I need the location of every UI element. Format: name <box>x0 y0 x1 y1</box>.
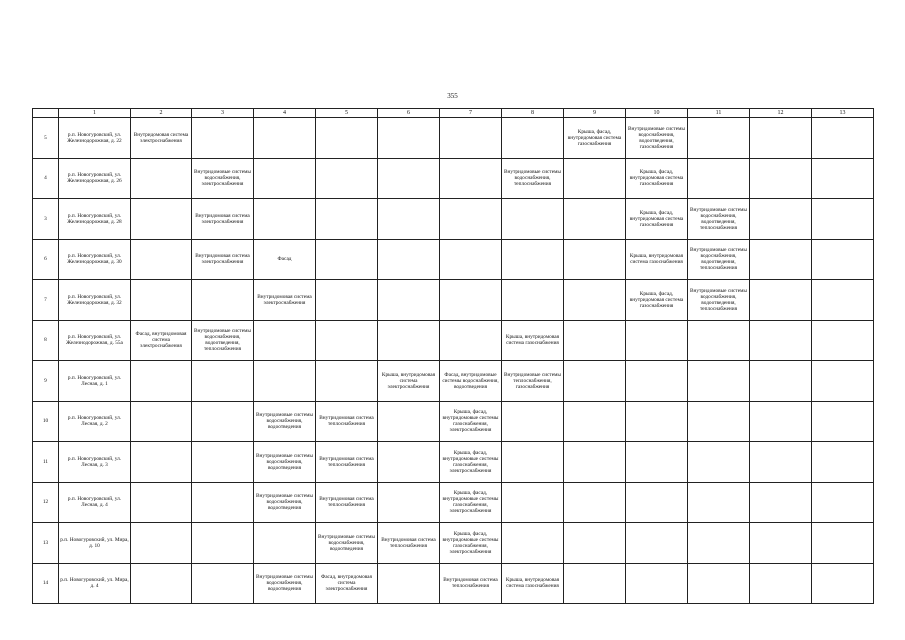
table-row <box>33 199 874 240</box>
work-type-cell: Крыша, фасад, внутридомовая система газоснабжения <box>564 118 626 159</box>
work-type-cell <box>564 239 626 280</box>
table-row <box>33 523 874 564</box>
work-type-cell <box>192 280 254 321</box>
work-type-cell <box>750 523 812 564</box>
work-type-cell: Внутридомовая система электроснабжения <box>192 199 254 240</box>
work-type-cell <box>564 280 626 321</box>
header-cell: 3 <box>192 109 254 118</box>
row-number-cell: 5 <box>33 118 59 159</box>
work-type-cell <box>812 320 874 361</box>
header-cell: 1 <box>59 109 131 118</box>
work-type-cell <box>812 442 874 483</box>
work-type-cell <box>564 401 626 442</box>
work-type-cell <box>440 158 502 199</box>
header-cell: 9 <box>564 109 626 118</box>
table-row <box>33 158 874 199</box>
work-type-cell <box>192 523 254 564</box>
work-type-cell <box>316 158 378 199</box>
row-number-cell: 4 <box>33 158 59 199</box>
address-cell: р.п. Новогуровский, ул. Мира, д. 4 <box>59 563 131 604</box>
header-cell: 13 <box>812 109 874 118</box>
address-cell: р.п. Новогуровский, ул. Лесная, д. 3 <box>59 442 131 483</box>
work-type-cell <box>316 118 378 159</box>
work-type-cell <box>750 280 812 321</box>
work-type-cell <box>192 361 254 402</box>
address-cell: р.п. Новогуровский, ул. Лесная, д. 1 <box>59 361 131 402</box>
table-row <box>33 401 874 442</box>
row-number-cell: 9 <box>33 361 59 402</box>
work-type-cell <box>812 239 874 280</box>
work-type-cell <box>688 158 750 199</box>
work-type-cell <box>316 239 378 280</box>
work-type-cell: Крыша, фасад, внутридомовые системы газоснабжения, электроснабжения <box>440 482 502 523</box>
work-type-cell: Внутридомовые системы водоснабжения, теплоснабжения <box>502 158 564 199</box>
work-type-cell <box>254 118 316 159</box>
header-cell: 6 <box>378 109 440 118</box>
work-type-cell <box>440 280 502 321</box>
work-type-cell: Внутридомовые системы водоснабжения, водоотведения, теплоснабжения <box>688 199 750 240</box>
work-type-cell: Внутридомовые системы теплоснабжения, газоснабжения <box>502 361 564 402</box>
work-type-cell <box>131 239 192 280</box>
work-type-cell <box>626 361 688 402</box>
work-type-cell <box>688 118 750 159</box>
work-type-cell <box>254 320 316 361</box>
work-type-cell <box>316 361 378 402</box>
work-type-cell <box>750 442 812 483</box>
work-type-cell <box>564 482 626 523</box>
header-cell: 10 <box>626 109 688 118</box>
table-row <box>33 482 874 523</box>
address-cell: р.п. Новогуровский, ул. Железнодорожная, д. 28 <box>59 199 131 240</box>
work-type-cell <box>378 442 440 483</box>
address-cell: р.п. Новогуровский, ул. Железнодорожная, д. 30 <box>59 239 131 280</box>
work-type-cell <box>564 158 626 199</box>
work-type-cell <box>192 442 254 483</box>
header-cell: 12 <box>750 109 812 118</box>
work-type-cell <box>316 199 378 240</box>
header-cell-blank <box>33 109 59 118</box>
work-type-cell <box>378 158 440 199</box>
page-number: 355 <box>447 92 458 100</box>
work-type-cell <box>688 361 750 402</box>
work-type-cell <box>192 563 254 604</box>
work-type-cell: Крыша, фасад, внутридомовые системы газоснабжения, электроснабжения <box>440 523 502 564</box>
table-body <box>33 118 874 604</box>
header-cell: 11 <box>688 109 750 118</box>
table-row <box>33 361 874 402</box>
work-type-cell: Внутридомовые системы водоснабжения, водоотведения <box>254 563 316 604</box>
work-type-cell <box>254 523 316 564</box>
table-row <box>33 239 874 280</box>
work-type-cell <box>812 199 874 240</box>
table-row <box>33 320 874 361</box>
work-type-cell <box>502 523 564 564</box>
work-type-cell <box>502 482 564 523</box>
work-type-cell <box>626 401 688 442</box>
address-cell: р.п. Новогуровский, ул. Железнодорожная, д. 55а <box>59 320 131 361</box>
table-row <box>33 442 874 483</box>
work-type-cell <box>378 482 440 523</box>
work-type-cell: Фасад, внутридомовая система электроснабжения <box>131 320 192 361</box>
header-cell: 2 <box>131 109 192 118</box>
work-type-cell: Фасад <box>254 239 316 280</box>
work-type-cell: Крыша, фасад, внутридомовая система газоснабжения <box>626 158 688 199</box>
work-type-cell <box>316 320 378 361</box>
work-type-cell <box>750 401 812 442</box>
work-type-cell: Крыша, фасад, внутридомовые системы газоснабжения, электроснабжения <box>440 401 502 442</box>
work-type-cell <box>564 361 626 402</box>
work-type-cell <box>378 401 440 442</box>
work-type-cell <box>812 523 874 564</box>
work-type-cell <box>688 442 750 483</box>
work-type-cell <box>564 563 626 604</box>
work-type-cell: Внутридомовая система теплоснабжения <box>378 523 440 564</box>
work-type-cell <box>440 320 502 361</box>
header-cell: 8 <box>502 109 564 118</box>
work-type-cell <box>812 401 874 442</box>
work-type-cell <box>254 361 316 402</box>
work-type-cell <box>502 239 564 280</box>
work-type-cell <box>192 118 254 159</box>
address-cell: р.п. Новогуровский, ул. Железнодорожная, д. 26 <box>59 158 131 199</box>
work-type-cell <box>626 320 688 361</box>
work-type-cell <box>812 280 874 321</box>
work-type-cell <box>131 523 192 564</box>
work-type-cell <box>502 401 564 442</box>
table-row <box>33 280 874 321</box>
work-type-cell <box>131 442 192 483</box>
work-type-cell <box>688 523 750 564</box>
work-type-cell <box>812 361 874 402</box>
row-number-cell: 6 <box>33 239 59 280</box>
work-type-cell <box>626 563 688 604</box>
work-type-cell: Внутридомовые системы водоснабжения, водоотведения <box>316 523 378 564</box>
work-type-cell <box>131 361 192 402</box>
work-type-cell <box>812 158 874 199</box>
work-type-cell <box>688 482 750 523</box>
work-type-cell <box>626 442 688 483</box>
work-type-cell <box>564 523 626 564</box>
work-type-cell <box>564 199 626 240</box>
work-type-cell: Крыша, фасад, внутридомовая система газоснабжения <box>626 280 688 321</box>
table-row <box>33 118 874 159</box>
row-number-cell: 14 <box>33 563 59 604</box>
work-type-cell <box>750 118 812 159</box>
work-type-cell: Крыша, внутридомовая система газоснабжения <box>626 239 688 280</box>
work-type-cell <box>440 239 502 280</box>
work-type-cell: Внутридомовая система электроснабжения <box>192 239 254 280</box>
address-cell: р.п. Новогуровский, ул. Мира, д. 10 <box>59 523 131 564</box>
work-type-cell <box>750 482 812 523</box>
work-type-cell: Крыша, внутридомовая система электроснабжения <box>378 361 440 402</box>
work-type-cell <box>378 563 440 604</box>
work-type-cell <box>378 239 440 280</box>
work-type-cell: Внутридомовые системы водоснабжения, электроснабжения <box>192 158 254 199</box>
header-cell: 7 <box>440 109 502 118</box>
work-type-cell: Внутридомовые системы водоснабжения, водоотведения, теплоснабжения <box>688 280 750 321</box>
work-type-cell <box>750 563 812 604</box>
work-type-cell: Внутридомовая система теплоснабжения <box>316 482 378 523</box>
row-number-cell: 13 <box>33 523 59 564</box>
work-type-cell <box>750 239 812 280</box>
work-type-cell <box>502 118 564 159</box>
work-type-cell <box>688 401 750 442</box>
work-type-cell <box>750 320 812 361</box>
work-type-cell: Внутридомовые системы водоснабжения, водоотведения, теплоснабжения <box>688 239 750 280</box>
row-number-cell: 7 <box>33 280 59 321</box>
work-type-cell <box>626 523 688 564</box>
row-number-cell: 10 <box>33 401 59 442</box>
row-number-cell: 11 <box>33 442 59 483</box>
work-type-cell: Внутридомовые системы водоснабжения, водоотведения <box>254 442 316 483</box>
work-type-cell: Внутридомовые системы водоснабжения, водоотведения, газоснабжения <box>626 118 688 159</box>
work-type-cell <box>564 442 626 483</box>
work-type-cell <box>316 280 378 321</box>
work-type-cell <box>750 158 812 199</box>
work-type-cell: Фасад, внутридомовые системы водоснабжения, водоотведения <box>440 361 502 402</box>
work-type-cell: Внутридомовые системы водоснабжения, водоотведения, теплоснабжения <box>192 320 254 361</box>
row-number-cell: 3 <box>33 199 59 240</box>
work-type-cell <box>131 158 192 199</box>
work-type-cell <box>131 482 192 523</box>
work-type-cell <box>378 199 440 240</box>
header-cell: 5 <box>316 109 378 118</box>
work-type-cell: Крыша, внутридомовая система газоснабжения <box>502 320 564 361</box>
work-type-cell <box>131 199 192 240</box>
work-type-cell <box>192 401 254 442</box>
work-type-cell <box>750 361 812 402</box>
row-number-cell: 8 <box>33 320 59 361</box>
column-number-row <box>33 109 874 118</box>
work-type-cell <box>254 199 316 240</box>
work-type-cell <box>812 563 874 604</box>
work-type-cell: Внутридомовая система теплоснабжения <box>316 442 378 483</box>
address-cell: р.п. Новогуровский, ул. Лесная, д. 4 <box>59 482 131 523</box>
work-type-cell <box>254 158 316 199</box>
work-type-cell: Внутридомовая система электроснабжения <box>131 118 192 159</box>
work-type-cell: Внутридомовые системы водоснабжения, водоотведения <box>254 401 316 442</box>
address-cell: р.п. Новогуровский, ул. Железнодорожная, д. 32 <box>59 280 131 321</box>
work-type-cell <box>131 401 192 442</box>
work-type-cell <box>378 280 440 321</box>
work-type-cell: Крыша, фасад, внутридомовая система газоснабжения <box>626 199 688 240</box>
work-type-cell: Крыша, фасад, внутридомовые системы газоснабжения, электроснабжения <box>440 442 502 483</box>
work-type-cell <box>688 563 750 604</box>
address-cell: р.п. Новогуровский, ул. Лесная, д. 2 <box>59 401 131 442</box>
work-type-cell <box>502 199 564 240</box>
work-type-cell <box>812 118 874 159</box>
work-type-cell <box>688 320 750 361</box>
row-number-cell: 12 <box>33 482 59 523</box>
repair-schedule-table <box>32 108 874 604</box>
work-type-cell <box>131 280 192 321</box>
work-type-cell <box>502 442 564 483</box>
work-type-cell <box>378 320 440 361</box>
work-type-cell <box>564 320 626 361</box>
work-type-cell <box>626 482 688 523</box>
work-type-cell <box>440 118 502 159</box>
work-type-cell <box>131 563 192 604</box>
work-type-cell <box>750 199 812 240</box>
work-type-cell <box>502 280 564 321</box>
work-type-cell: Внутридомовая система электроснабжения <box>254 280 316 321</box>
work-type-cell <box>192 482 254 523</box>
table-row <box>33 563 874 604</box>
work-type-cell: Внутридомовые системы водоснабжения, водоотведения <box>254 482 316 523</box>
work-type-cell: Внутридомовая система теплоснабжения <box>440 563 502 604</box>
address-cell: р.п. Новогуровский, ул. Железнодорожная, д. 22 <box>59 118 131 159</box>
work-type-cell <box>378 118 440 159</box>
work-type-cell <box>440 199 502 240</box>
work-type-cell <box>812 482 874 523</box>
work-type-cell: Фасад, внутридомовая система электроснабжения <box>316 563 378 604</box>
header-cell: 4 <box>254 109 316 118</box>
work-type-cell: Внутридомовая система теплоснабжения <box>316 401 378 442</box>
work-type-cell: Крыша, внутридомовая система газоснабжения <box>502 563 564 604</box>
